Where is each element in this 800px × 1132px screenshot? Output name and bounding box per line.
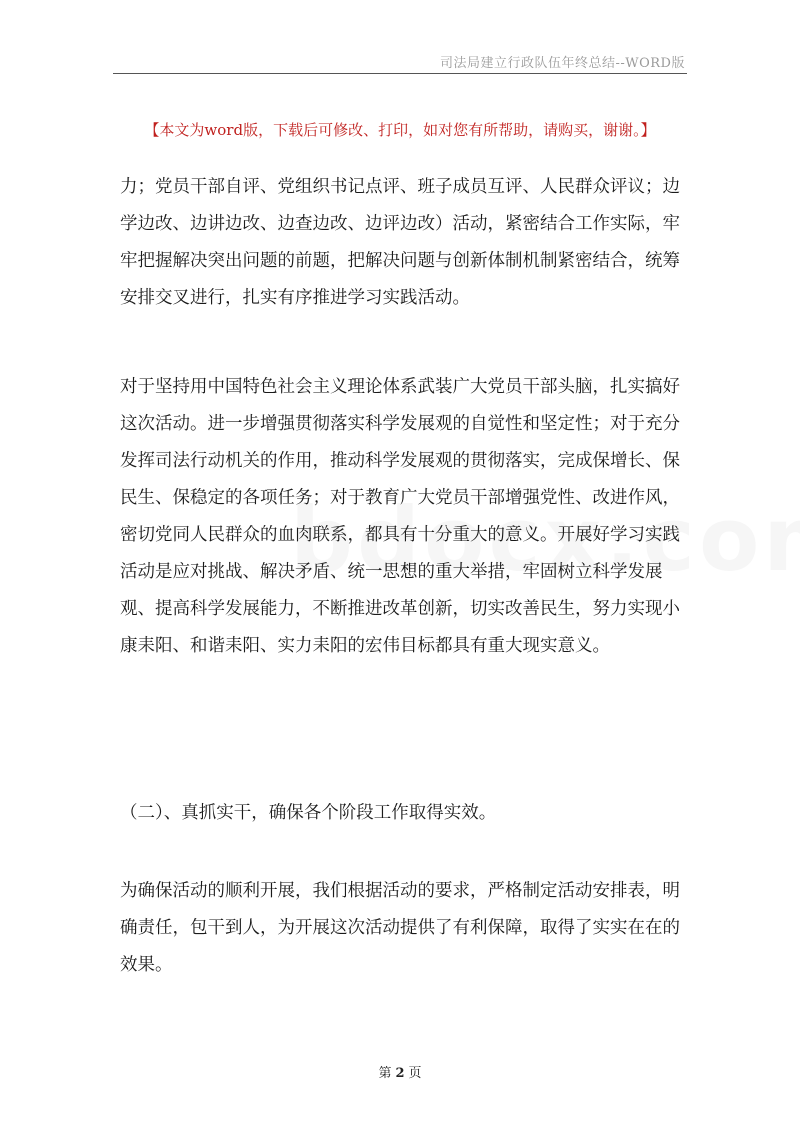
download-notice: 【本文为word版，下载后可修改、打印，如对您有所帮助，请购买，谢谢。】 [144,121,656,139]
page-footer [0,1062,800,1081]
header-divider [113,73,687,74]
paragraph-significance: 对于坚持用中国特色社会主义理论体系武装广大党员干部头脑，扎实搞好这次活动。进一步增强贯彻落实科学发展观的自觉性和坚定性；对于充分发挥司法行动机关的作用，推动科学发展观的贯彻落实，完成保增长、保民生、保稳定的各项任务；对于教育广大党员干部增强党性、改进作风，密切党同人民群众的血肉联系，都具有十分重大的意义。开展好学习实践活动是应对挑战、解决矛盾、统一思想的重大举措，牢固树立科学发展观、提高科学发展能力，不断推进改革创新，切实改善民生，努力实现小康耒阳、和谐耒阳、实力耒阳的宏伟目标都具有重大现实意义。 [120,377,680,656]
footer-suffix: 页 [408,1066,422,1081]
paragraph-activity-method: 力；党员干部自评、党组织书记点评、班子成员互评、人民群众评议；边学边改、边讲边改、边查边改、边评边改）活动，紧密结合工作实际，牢牢把握解决突出问题的前题，把解决问题与创新体制机制紧密结合，统筹安排交叉进行，扎实有序推进学习实践活动。 [120,177,680,308]
footer-prefix: 第 [378,1066,392,1081]
document-header-title: 司法局建立行政队伍年终总结--WORD版 [439,56,685,71]
paragraph-implementation: 为确保活动的顺利开展，我们根据活动的要求，严格制定活动安排表，明确责任，包干到人，为开展这次活动提供了有利保障，取得了实实在在的效果。 [120,881,680,975]
page-number: 2 [395,1066,405,1081]
section-heading-2: （二）、真抓实干，确保各个阶段工作取得实效。 [120,803,497,823]
